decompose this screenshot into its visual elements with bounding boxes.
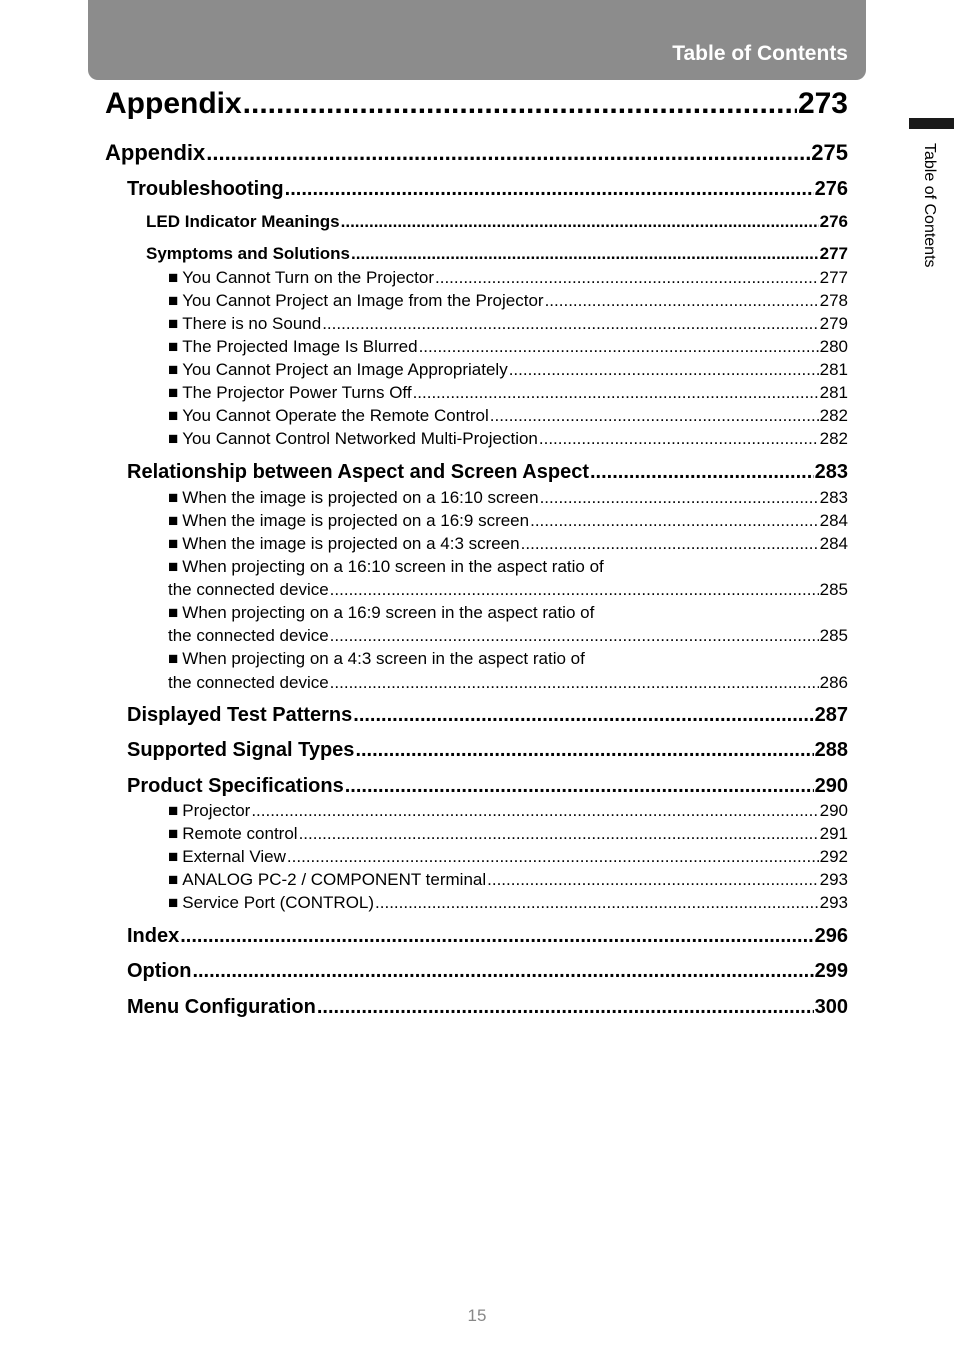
toc-entry-spec-item[interactable] bbox=[168, 893, 848, 913]
toc-entry-wrapped-first-line[interactable]: ■ When projecting on a 16:10 screen in the aspect ratio of bbox=[168, 557, 604, 577]
dot-leader bbox=[509, 360, 819, 380]
toc-entry-spec-item[interactable] bbox=[168, 824, 848, 844]
toc-page: 296 bbox=[814, 925, 848, 947]
toc-entry-spec-item[interactable] bbox=[168, 870, 848, 890]
dot-leader bbox=[419, 337, 819, 357]
toc-page: 286 bbox=[819, 673, 848, 692]
toc-page: 283 bbox=[819, 488, 848, 507]
dot-leader bbox=[353, 704, 813, 727]
dot-leader bbox=[521, 534, 819, 554]
dot-leader bbox=[180, 925, 813, 948]
toc-page: 293 bbox=[819, 870, 848, 889]
dot-leader bbox=[487, 870, 818, 890]
toc-entry-wrapped-second-line[interactable] bbox=[168, 580, 848, 600]
toc-entry-test-patterns[interactable] bbox=[127, 704, 848, 727]
dot-leader bbox=[351, 244, 819, 264]
toc-entry-relationship[interactable] bbox=[127, 461, 848, 484]
toc-entry-led-indicator[interactable] bbox=[146, 212, 848, 232]
dot-leader bbox=[192, 960, 813, 983]
dot-leader bbox=[345, 775, 814, 798]
toc-label: Menu Configuration bbox=[127, 996, 316, 1018]
toc-label: Product Specifications bbox=[127, 775, 344, 797]
page-number: 15 bbox=[467, 1306, 487, 1325]
toc-page: 282 bbox=[819, 406, 848, 425]
toc-page: 276 bbox=[814, 178, 848, 200]
side-tab-label[interactable]: Table of Contents bbox=[921, 143, 938, 268]
dot-leader bbox=[375, 893, 819, 913]
toc-entry-index[interactable] bbox=[127, 925, 848, 948]
toc-entry-appendix-main[interactable] bbox=[105, 87, 848, 121]
toc-label: the connected device bbox=[168, 580, 329, 599]
toc-page: 285 bbox=[819, 626, 848, 645]
toc-page: 283 bbox=[814, 461, 848, 483]
toc-page: 285 bbox=[819, 580, 848, 599]
toc-page: 275 bbox=[811, 140, 848, 165]
toc-entry-symptom-item[interactable] bbox=[168, 291, 848, 311]
toc-label: the connected device bbox=[168, 626, 329, 645]
side-tab-marker bbox=[909, 118, 954, 129]
toc-entry-wrapped-first-line[interactable]: ■ When projecting on a 4:3 screen in the aspect ratio of bbox=[168, 649, 585, 669]
toc-entry-symptom-item[interactable] bbox=[168, 429, 848, 449]
toc-entry-wrapped-first-line[interactable]: ■ When projecting on a 16:9 screen in the aspect ratio of bbox=[168, 603, 594, 623]
toc-entry-signal-types[interactable] bbox=[127, 739, 848, 762]
dot-leader bbox=[322, 314, 818, 334]
toc-page: 277 bbox=[819, 268, 848, 287]
toc-entry-troubleshooting[interactable] bbox=[127, 178, 848, 201]
dot-leader bbox=[330, 626, 819, 646]
toc-label: Supported Signal Types bbox=[127, 739, 355, 761]
toc-label: ■ ANALOG PC-2 / COMPONENT terminal bbox=[168, 870, 486, 890]
dot-leader bbox=[330, 580, 819, 600]
toc-entry-spec-item[interactable] bbox=[168, 801, 848, 821]
toc-entry-relationship-item[interactable] bbox=[168, 534, 848, 554]
header-title: Table of Contents bbox=[672, 42, 848, 65]
toc-label: Displayed Test Patterns bbox=[127, 704, 353, 726]
dot-leader bbox=[341, 212, 819, 232]
toc-label: Option bbox=[127, 960, 192, 982]
toc-page: 280 bbox=[819, 337, 848, 356]
dot-leader bbox=[545, 291, 819, 311]
toc-label: ■ External View bbox=[168, 847, 286, 867]
toc-page: 292 bbox=[819, 847, 848, 866]
dot-leader bbox=[243, 87, 797, 121]
toc-entry-specifications[interactable] bbox=[127, 775, 848, 798]
toc-entry-symptom-item[interactable] bbox=[168, 314, 848, 334]
toc-page: 273 bbox=[797, 87, 848, 120]
toc-page: 293 bbox=[819, 893, 848, 912]
toc-entry-symptoms[interactable] bbox=[146, 244, 848, 264]
toc-label: LED Indicator Meanings bbox=[146, 212, 340, 231]
toc-label: Symptoms and Solutions bbox=[146, 244, 351, 263]
toc-page: 290 bbox=[814, 775, 848, 797]
toc-page: 278 bbox=[819, 291, 848, 310]
toc-label: ■ Service Port (CONTROL) bbox=[168, 893, 374, 913]
toc-entry-symptom-item[interactable] bbox=[168, 383, 848, 403]
dot-leader bbox=[413, 383, 819, 403]
toc-label: ■ When the image is projected on a 4:3 screen bbox=[168, 534, 520, 554]
toc-page: 290 bbox=[819, 801, 848, 820]
toc-entry-wrapped-second-line[interactable] bbox=[168, 626, 848, 646]
toc-label: Appendix bbox=[105, 87, 242, 120]
toc-label: ■ You Cannot Operate the Remote Control bbox=[168, 406, 489, 426]
toc-page: 281 bbox=[819, 383, 848, 402]
toc-page: 277 bbox=[819, 244, 848, 263]
toc-label: ■ When the image is projected on a 16:9 screen bbox=[168, 511, 529, 531]
toc-label: ■ You Cannot Project an Image Appropriately bbox=[168, 360, 508, 380]
toc-entry-symptom-item[interactable] bbox=[168, 360, 848, 380]
toc-label: ■ Projector bbox=[168, 801, 250, 821]
dot-leader bbox=[540, 488, 819, 508]
toc-entry-symptom-item[interactable] bbox=[168, 337, 848, 357]
toc-label: Troubleshooting bbox=[127, 178, 284, 200]
toc-label: ■ You Cannot Control Networked Multi-Projection bbox=[168, 429, 538, 449]
toc-label: ■ When the image is projected on a 16:10 screen bbox=[168, 488, 539, 508]
dot-leader bbox=[287, 847, 819, 867]
dot-leader bbox=[355, 739, 813, 762]
dot-leader bbox=[251, 801, 818, 821]
dot-leader bbox=[330, 673, 819, 693]
dot-leader bbox=[490, 406, 819, 426]
toc-page: 288 bbox=[814, 739, 848, 761]
toc-label: Appendix bbox=[105, 140, 206, 165]
toc-entry-relationship-item[interactable] bbox=[168, 511, 848, 531]
toc-label: the connected device bbox=[168, 673, 329, 692]
toc-entry-symptom-item[interactable] bbox=[168, 268, 848, 288]
toc-page: 282 bbox=[819, 429, 848, 448]
toc-label: ■ There is no Sound bbox=[168, 314, 321, 334]
dot-leader bbox=[285, 178, 814, 201]
dot-leader bbox=[317, 996, 814, 1019]
toc-entry-symptom-item[interactable] bbox=[168, 406, 848, 426]
toc-entry-option[interactable] bbox=[127, 960, 848, 983]
toc-label: ■ You Cannot Turn on the Projector bbox=[168, 268, 434, 288]
toc-page: 299 bbox=[814, 960, 848, 982]
toc-label: ■ The Projected Image Is Blurred bbox=[168, 337, 418, 357]
toc-entry-menu-configuration[interactable] bbox=[127, 996, 848, 1019]
toc-page: 284 bbox=[819, 534, 848, 553]
dot-leader bbox=[530, 511, 819, 531]
toc-label: ■ The Projector Power Turns Off bbox=[168, 383, 412, 403]
header-band bbox=[88, 0, 866, 80]
toc-label: ■ Remote control bbox=[168, 824, 298, 844]
toc-page: 281 bbox=[819, 360, 848, 379]
toc-label: Index bbox=[127, 925, 180, 947]
dot-leader bbox=[435, 268, 819, 288]
toc-page: 276 bbox=[819, 212, 848, 231]
toc-entry-appendix[interactable] bbox=[105, 140, 848, 166]
dot-leader bbox=[539, 429, 819, 449]
toc-label: ■ You Cannot Project an Image from the Projector bbox=[168, 291, 544, 311]
toc-page: 279 bbox=[819, 314, 848, 333]
dot-leader bbox=[299, 824, 819, 844]
toc-page: 300 bbox=[814, 996, 848, 1018]
toc-page: 291 bbox=[819, 824, 848, 843]
toc-entry-relationship-item[interactable] bbox=[168, 488, 848, 508]
toc-label: Relationship between Aspect and Screen Aspect bbox=[127, 461, 589, 483]
toc-entry-spec-item[interactable] bbox=[168, 847, 848, 867]
toc-page: 284 bbox=[819, 511, 848, 530]
toc-page: 287 bbox=[814, 704, 848, 726]
toc-entry-wrapped-second-line[interactable] bbox=[168, 673, 848, 693]
dot-leader bbox=[590, 461, 814, 484]
dot-leader bbox=[206, 140, 810, 166]
